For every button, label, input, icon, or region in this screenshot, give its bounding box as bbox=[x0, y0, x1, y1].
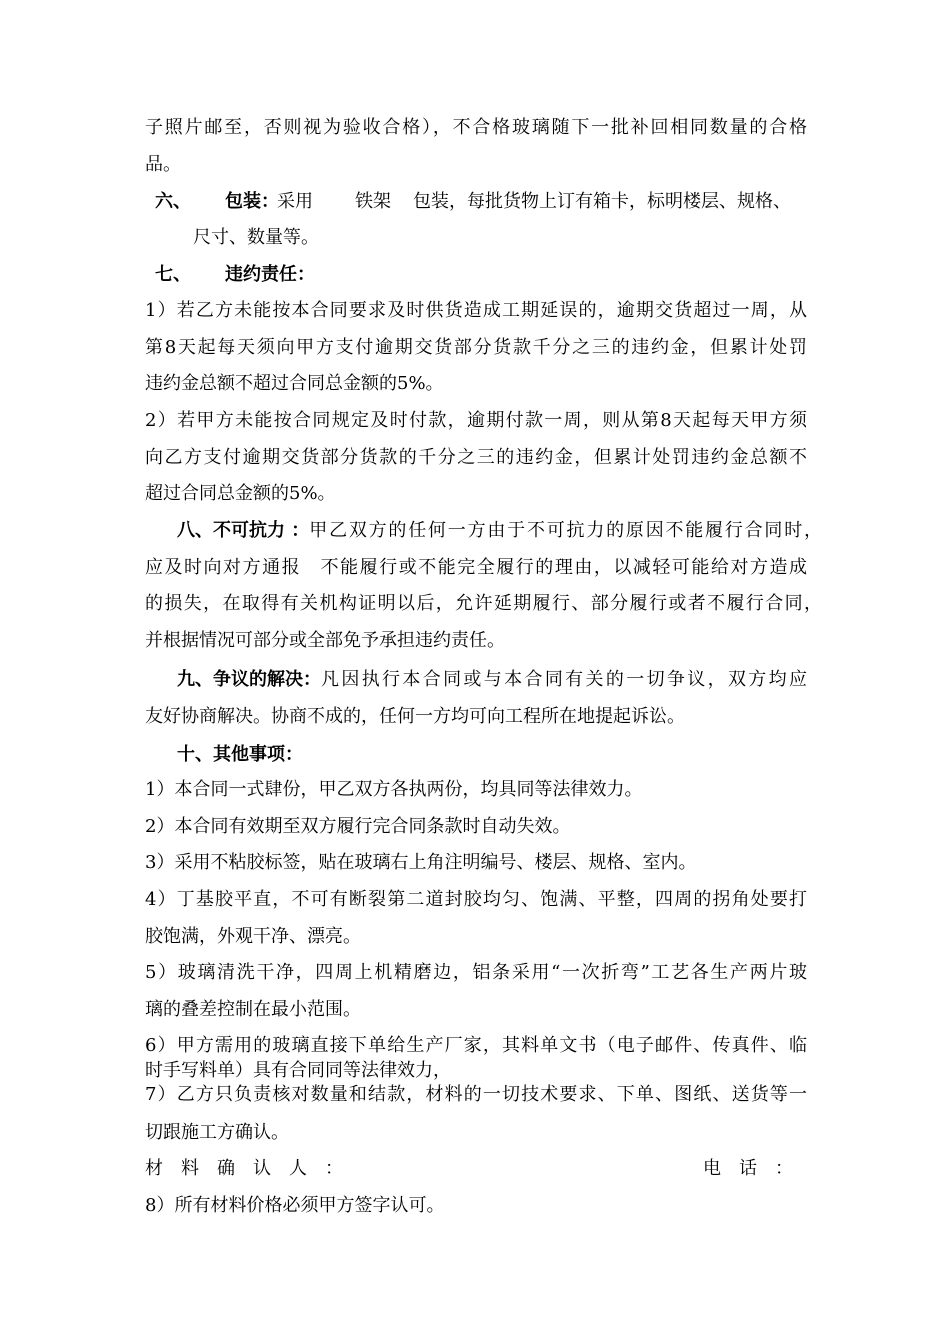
section-6-packaging bbox=[145, 190, 807, 214]
text: 包装，每批货物上订有箱卡，标明楼层、规格、 bbox=[413, 191, 791, 212]
section-8-force-majeure bbox=[177, 519, 822, 543]
paragraph-line: 友好协商解决。协商不成的，任何一方均可向工程所在地提起诉讼。 bbox=[145, 706, 685, 727]
paragraph-line: 的损失，在取得有关机构证明以后，允许延期履行、部分履行或者不履行合同， bbox=[145, 593, 822, 614]
text: 采用 bbox=[277, 191, 313, 212]
list-item: 7）乙方只负责核对数量和结款，材料的一切技术要求、下单、图纸、送货等一 bbox=[145, 1084, 807, 1105]
paragraph-line: 并根据情况可部分或全部免予承担违约责任。 bbox=[145, 630, 505, 651]
text: 铁架 bbox=[355, 191, 391, 212]
list-item: 切跟施工方确认。 bbox=[145, 1122, 289, 1143]
paragraph-line: 尺寸、数量等。 bbox=[193, 227, 319, 248]
section-title: 违约责任： bbox=[225, 264, 315, 285]
section-10-title: 十、其他事项： bbox=[177, 744, 303, 765]
paragraph-line: 1）若乙方未能按本合同要求及时供货造成工期延误的，逾期交货超过一周，从 bbox=[145, 300, 807, 321]
signature-row bbox=[145, 1157, 807, 1181]
text: 甲乙双方的任何一方由于不可抗力的原因不能履行合同时， bbox=[309, 520, 822, 541]
list-item: 1）本合同一式肆份，甲乙双方各执两份，均具同等法律效力。 bbox=[145, 779, 643, 800]
section-9-disputes bbox=[177, 668, 807, 692]
phone-label: 电 话 ： bbox=[703, 1158, 793, 1179]
list-item: 4）丁基胶平直，不可有断裂第二道封胶均匀、饱满、平整，四周的拐角处要打 bbox=[145, 889, 807, 910]
list-item: 3）采用不粘胶标签，贴在玻璃右上角注明编号、楼层、规格、室内。 bbox=[145, 852, 697, 873]
paragraph-line: 2）若甲方未能按合同规定及时付款，逾期付款一周，则从第8天起每天甲方须 bbox=[145, 410, 807, 431]
list-item: 2）本合同有效期至双方履行完合同条款时自动失效。 bbox=[145, 816, 571, 837]
section-title: 八、不可抗力 ： bbox=[177, 520, 310, 541]
paragraph-line: 违约金总额不超过合同总金额的5%。 bbox=[145, 373, 444, 394]
section-7-heading bbox=[145, 263, 807, 287]
list-item: 5）玻璃清洗干净，四周上机精磨边，铝条采用“一次折弯”工艺各生产两片玻 bbox=[145, 962, 807, 983]
text: 凡因执行本合同或与本合同有关的一切争议，双方均应 bbox=[321, 669, 807, 690]
paragraph-line: 向乙方支付逾期交货部分货款的千分之三的违约金，但累计处罚违约金总额不 bbox=[145, 447, 807, 468]
paragraph-line: 品。 bbox=[145, 154, 181, 175]
paragraph-line: 超过合同总金额的5%。 bbox=[145, 483, 336, 504]
paragraph-line: 子照片邮至，否则视为验收合格），不合格玻璃随下一批补回相同数量的合格 bbox=[145, 117, 807, 138]
section-number: 七、 bbox=[155, 264, 191, 285]
section-title: 包装： bbox=[225, 191, 279, 212]
section-title: 九、争议的解决： bbox=[177, 669, 321, 690]
list-item: 8）所有材料价格必须甲方签字认可。 bbox=[145, 1195, 445, 1216]
paragraph-line: 第8天起每天须向甲方支付逾期交货部分货款千分之三的违约金，但累计处罚 bbox=[145, 337, 807, 358]
list-item: 胶饱满，外观干净、漂亮。 bbox=[145, 926, 361, 947]
list-item: 6）甲方需用的玻璃直接下单给生产厂家，其料单文书（电子邮件、传真件、临 bbox=[145, 1035, 807, 1056]
section-number: 六、 bbox=[155, 191, 191, 212]
list-item: 璃的叠差控制在最小范围。 bbox=[145, 999, 361, 1020]
material-confirmer-label: 材 料 确 认 人 ： bbox=[145, 1158, 343, 1179]
list-item: 时手写料单）具有合同同等法律效力， bbox=[145, 1060, 451, 1081]
paragraph-line: 应及时向对方通报 不能履行或不能完全履行的理由，以减轻可能给对方造成 bbox=[145, 557, 807, 578]
